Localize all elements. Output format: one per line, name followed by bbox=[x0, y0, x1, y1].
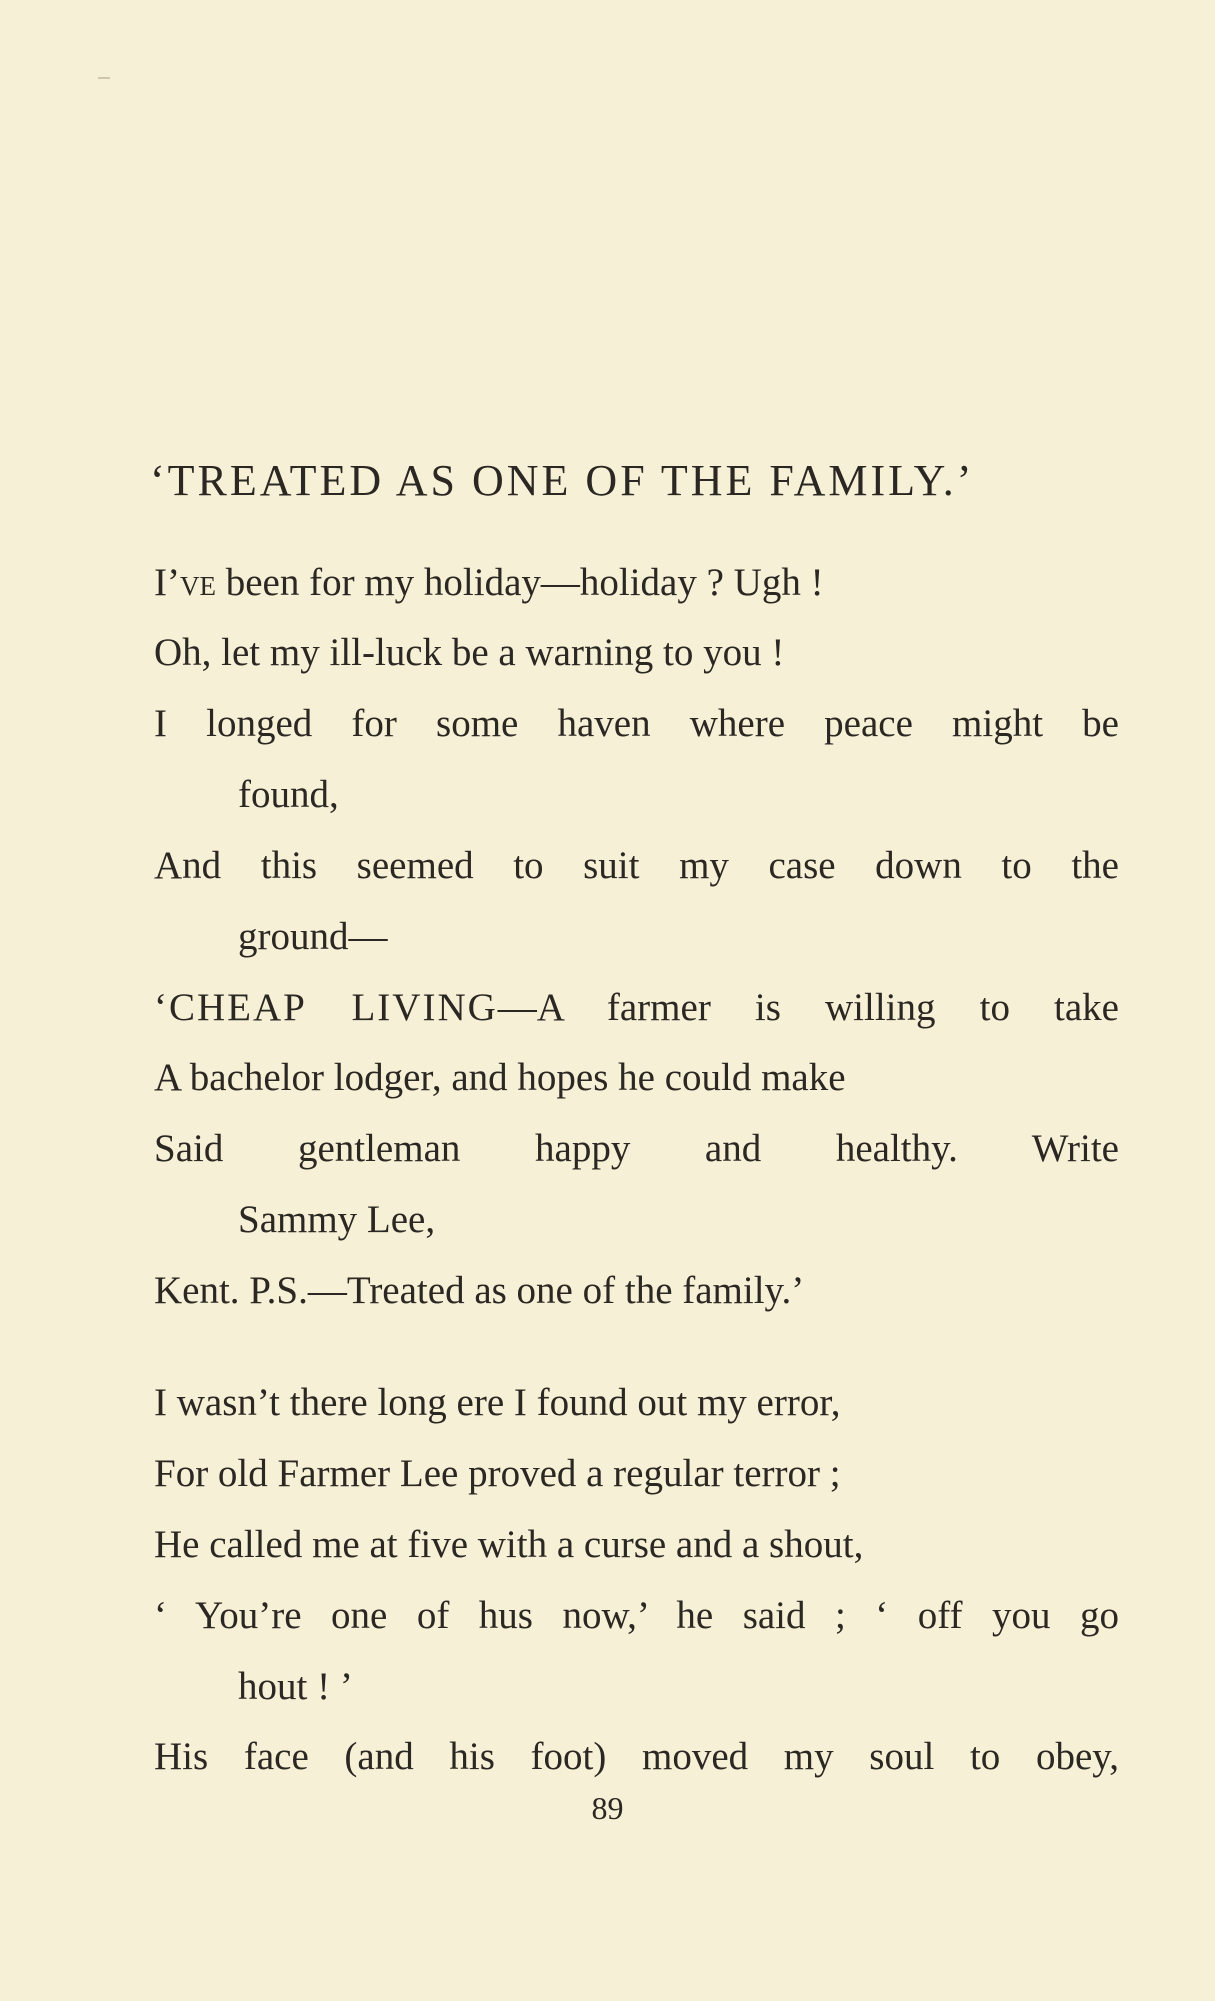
poem-title: ‘TREATED AS ONE OF THE FAMILY.’ bbox=[150, 456, 975, 505]
verse-line: For old Farmer Lee proved a regular terror ; bbox=[154, 1452, 841, 1495]
verse-line: He called me at five with a curse and a shout, bbox=[154, 1523, 864, 1566]
page-number: 89 bbox=[591, 1790, 624, 1826]
verse-text: been for my holiday—holiday ? Ugh ! bbox=[215, 561, 824, 604]
drop-word: I’ve bbox=[154, 561, 216, 604]
verse-line: Said gentleman happy and healthy. Write bbox=[154, 1127, 1119, 1170]
verse-line: A bachelor lodger, and hopes he could make bbox=[154, 1056, 846, 1099]
advert-heading: ‘CHEAP LIVING bbox=[154, 986, 498, 1029]
verse-line: Kent. P.S.—Treated as one of the family.’ bbox=[154, 1269, 805, 1312]
verse-line: His face (and his foot) moved my soul to obey, bbox=[154, 1735, 1119, 1778]
verse-line-continuation: ground— bbox=[238, 915, 388, 958]
verse-line bbox=[154, 988, 1119, 1027]
verse-line-continuation: found, bbox=[238, 773, 339, 816]
verse-line: And this seemed to suit my case down to the bbox=[154, 844, 1119, 887]
verse-line: I wasn’t there long ere I found out my error, bbox=[154, 1381, 841, 1424]
verse-line: ‘ You’re one of hus now,’ he said ; ‘ off you go bbox=[154, 1594, 1119, 1637]
verse-text: —A farmer is willing to take bbox=[497, 986, 1119, 1029]
page-speck bbox=[98, 77, 110, 79]
verse-line: I longed for some haven where peace might be bbox=[154, 702, 1119, 745]
verse-line: Oh, let my ill-luck be a warning to you ! bbox=[154, 631, 785, 674]
verse-line bbox=[154, 563, 824, 602]
verse-line-continuation: hout ! ’ bbox=[238, 1665, 353, 1708]
verse-line-continuation: Sammy Lee, bbox=[238, 1198, 436, 1241]
